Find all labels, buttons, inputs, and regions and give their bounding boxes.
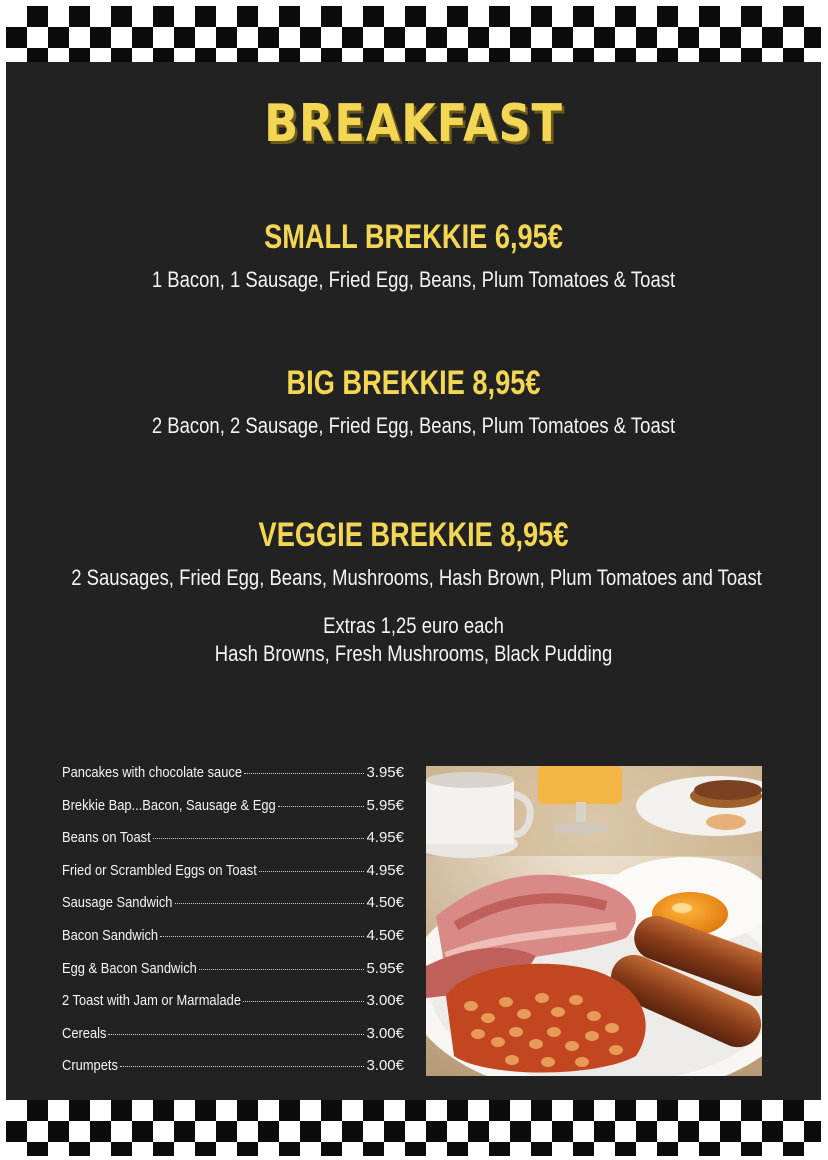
- list-item-price: 4.50€: [366, 926, 404, 944]
- list-item-price: 4.95€: [366, 829, 404, 847]
- list-item: [62, 862, 404, 895]
- dot-leader: [108, 1034, 364, 1035]
- list-item: [62, 764, 404, 797]
- list-item: [62, 992, 404, 1025]
- list-item-name: Sausage Sandwich: [62, 894, 173, 912]
- item-description: 2 Bacon, 2 Sausage, Fried Egg, Beans, Plum Tomatoes & Toast: [151, 413, 676, 438]
- item-description: 1 Bacon, 1 Sausage, Fried Egg, Beans, Plum Tomatoes & Toast: [151, 267, 676, 292]
- item-name: BIG BREKKIE 8,95€: [286, 364, 541, 402]
- list-item: [62, 829, 404, 862]
- menu-item-small-brekkie: [6, 218, 821, 293]
- list-item-name: Cereals: [62, 1024, 107, 1042]
- list-item-price: 5.95€: [366, 959, 404, 977]
- menu-item-veggie-brekkie: [6, 516, 821, 591]
- list-item-name: Egg & Bacon Sandwich: [62, 959, 197, 977]
- extras-section: [6, 612, 821, 668]
- list-item-price: 4.50€: [366, 894, 404, 912]
- item-description: 2 Sausages, Fried Egg, Beans, Mushrooms, Hash Brown, Plum Tomatoes and Toast: [71, 565, 762, 590]
- list-item-price: 3.00€: [366, 1057, 404, 1075]
- list-item-price: 5.95€: [366, 796, 404, 814]
- list-item-name: Fried or Scrambled Eggs on Toast: [62, 861, 257, 879]
- dot-leader: [160, 936, 364, 937]
- dot-leader: [278, 806, 365, 807]
- list-item: [62, 927, 404, 960]
- list-item-price: 3.95€: [366, 764, 404, 781]
- item-name: SMALL BREKKIE 6,95€: [264, 218, 563, 256]
- menu-item-big-brekkie: [6, 364, 821, 439]
- list-item: [62, 1057, 404, 1090]
- dot-leader: [243, 1001, 364, 1002]
- list-item-price: 3.00€: [366, 992, 404, 1010]
- list-item: [62, 1025, 404, 1058]
- dot-leader: [175, 903, 365, 904]
- list-item-name: Beans on Toast: [62, 829, 151, 847]
- dot-leader: [199, 969, 365, 970]
- extras-items: Hash Browns, Fresh Mushrooms, Black Pudding: [214, 641, 613, 666]
- dot-leader: [120, 1066, 365, 1067]
- full-breakfast-photo: [426, 766, 762, 1076]
- list-item-name: Bacon Sandwich: [62, 926, 159, 944]
- list-item-name: Pancakes with chocolate sauce: [62, 764, 242, 781]
- page-title: BREAKFAST: [264, 94, 563, 154]
- checkered-border-bottom: [6, 1100, 821, 1156]
- list-item-name: Brekkie Bap...Bacon, Sausage & Egg: [62, 796, 276, 814]
- item-name: VEGGIE BREKKIE 8,95€: [258, 516, 569, 554]
- menu-price-list: [62, 764, 404, 1090]
- dot-leader: [244, 773, 364, 774]
- dot-leader: [259, 871, 365, 872]
- dot-leader: [153, 838, 365, 839]
- list-item-name: 2 Toast with Jam or Marmalade: [62, 992, 242, 1010]
- list-item: [62, 894, 404, 927]
- list-item-price: 3.00€: [366, 1024, 404, 1042]
- menu-page: [6, 6, 821, 1156]
- list-item: [62, 797, 404, 830]
- list-item-name: Crumpets: [62, 1057, 118, 1075]
- list-item-price: 4.95€: [366, 861, 404, 879]
- list-item: [62, 960, 404, 993]
- extras-heading: Extras 1,25 euro each: [323, 613, 504, 638]
- checkered-border-top: [6, 6, 821, 62]
